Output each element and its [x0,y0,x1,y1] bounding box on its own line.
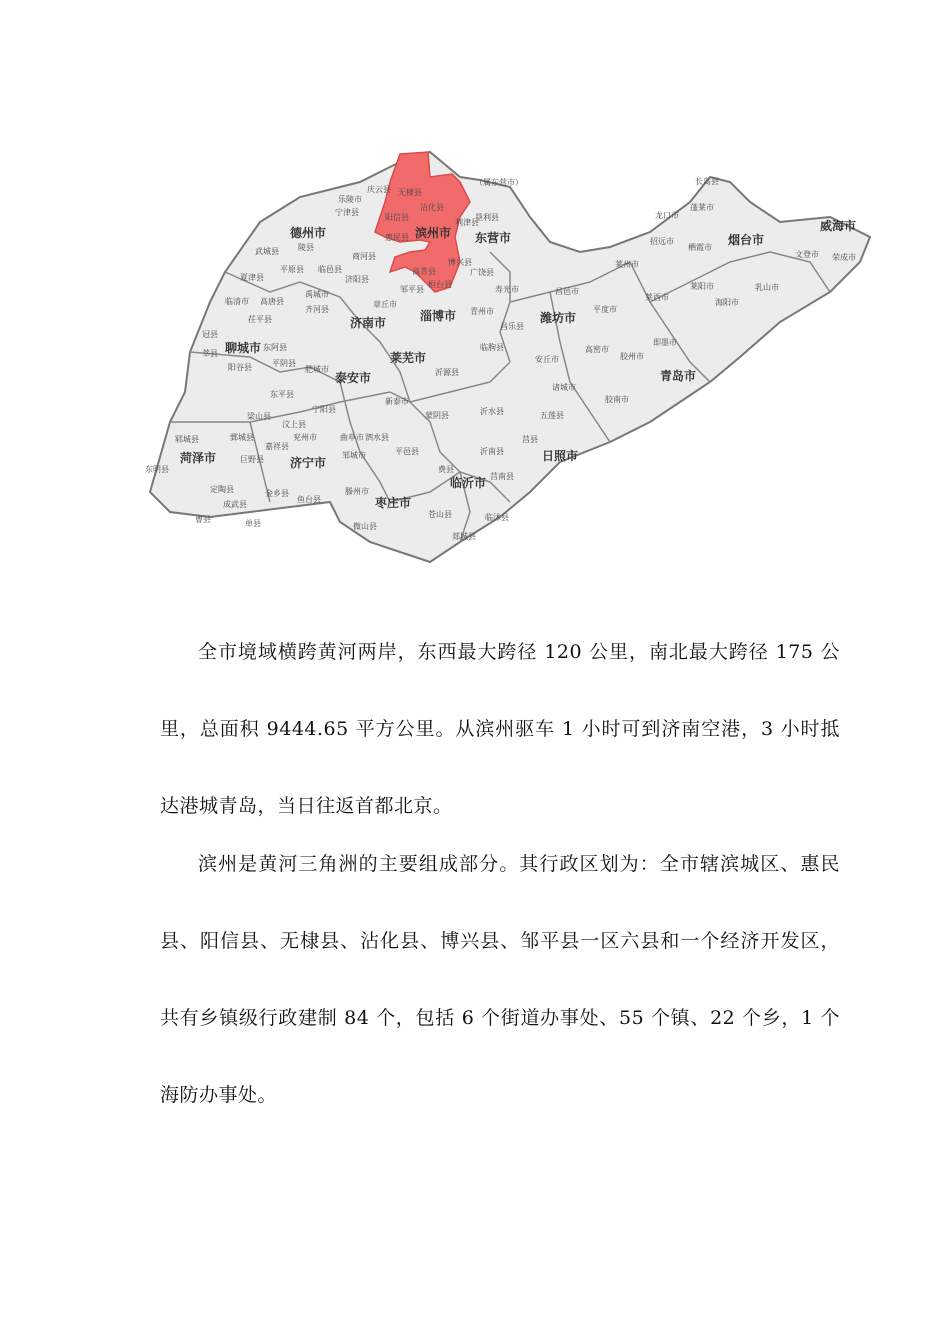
county-label: 临朐县 [480,343,504,352]
paragraph-1-text: 全市境域横跨黄河两岸，东西最大跨径 120 公里，南北最大跨径 175 公里，总面积 9444.65 平方公里。从滨州驱车 1 小时可到济南空港，3 小时抵达港城青岛，当日往返首都北京。 [160,641,840,817]
county-label: 阳信县 [385,213,409,222]
county-label: 莘县 [202,349,218,358]
province-outline [150,152,870,562]
city-label-dezhou: 德州市 [290,226,327,240]
county-label: 荣成市 [832,253,856,262]
county-label: 莱西市 [645,293,669,302]
county-label: 平度市 [593,305,617,314]
county-label: 庆云县 [367,185,391,194]
county-label: 安丘市 [535,355,559,364]
county-label: 文登市 [795,250,819,259]
county-label: 巨野县 [240,455,264,464]
county-label: 费县 [438,465,454,474]
county-label: 冠县 [202,330,218,339]
county-label: 昌乐县 [500,322,524,331]
city-label-rizhao: 日照市 [542,449,579,463]
county-label: （属东营市） [475,178,523,187]
county-label: 无棣县 [398,188,422,197]
county-label: 滕州市 [345,487,369,496]
county-label: 胶州市 [620,352,644,361]
county-label: 苍山县 [428,510,452,519]
county-label: 沾化县 [420,203,444,212]
county-label: 蓬莱市 [690,203,714,212]
county-label: 东平县 [270,390,294,399]
county-label: 青州市 [470,307,494,316]
city-label-taian: 泰安市 [335,371,372,385]
city-label-qingdao: 青岛市 [660,369,697,383]
county-label: 沂南县 [480,447,504,456]
county-label: 宁津县 [335,208,359,217]
county-label: 嘉祥县 [265,442,289,451]
county-label: 胶南市 [605,395,629,404]
county-label: 招远市 [650,237,674,246]
county-label: 高青县 [412,267,436,276]
county-label: 商河县 [352,252,376,261]
shandong-province-map [130,122,880,577]
county-label: 即墨市 [653,338,677,347]
county-label: 郯城县 [452,532,476,541]
county-label: 平阴县 [272,359,296,368]
county-label: 沂水县 [480,407,504,416]
county-label: 齐河县 [305,305,329,314]
county-label: 惠民县 [385,233,409,242]
county-label: 章丘市 [373,300,397,309]
county-label: 新泰市 [385,397,409,406]
county-label: 平原县 [280,265,304,274]
county-label: 曲阜市 [340,433,364,442]
county-label: 郓城县 [175,435,199,444]
county-label: 宁阳县 [312,405,336,414]
county-label: 陵县 [298,243,314,252]
county-label: 东明县 [145,465,169,474]
city-label-yantai: 烟台市 [728,233,765,247]
county-label: 桓台县 [428,280,452,289]
county-label: 曹县 [195,515,211,524]
county-label: 鄄城县 [230,433,254,442]
county-label: 莱阳市 [690,282,714,291]
county-label: 乳山市 [755,283,779,292]
county-label: 微山县 [353,522,377,531]
county-label: 莒县 [522,435,538,444]
county-label: 昌邑市 [555,287,579,296]
county-label: 诸城市 [552,383,576,392]
county-label: 莒南县 [490,472,514,481]
county-label: 金乡县 [265,489,289,498]
city-label-zibo: 淄博市 [420,309,457,323]
county-label: 平邑县 [395,447,419,456]
county-label: 高唐县 [260,297,284,306]
county-label: 茌平县 [248,315,272,324]
city-label-jining: 济宁市 [290,456,327,470]
county-label: 五莲县 [540,411,564,420]
county-label: 阳谷县 [228,363,252,372]
city-label-weihai: 威海市 [820,219,857,233]
county-label: 长岛县 [695,177,719,186]
city-label-binzhou: 滨州市 [415,226,452,240]
county-label: 汶上县 [282,420,306,429]
county-label: 梁山县 [247,412,271,421]
county-label: 临沭县 [485,513,509,522]
county-label: 邹平县 [400,285,424,294]
county-label: 高密市 [585,345,609,354]
county-label: 禹城市 [305,290,329,299]
paragraph-2-text: 滨州是黄河三角洲的主要组成部分。其行政区划为：全市辖滨城区、惠民县、阳信县、无棣县、沾化县、博兴县、邹平县一区六县和一个经济开发区，共有乡镇级行政建制 84 个，包括 6 个街道办事处、55 个镇、22 个乡，1 个海防办事处。 [160,853,840,1106]
paragraph-1 [160,614,840,845]
county-label: 博兴县 [448,258,472,267]
map-svg [130,122,880,577]
county-label: 肥城市 [305,365,329,374]
county-label: 临清市 [225,297,249,306]
county-label: 泗水县 [365,433,389,442]
county-label: 沂源县 [435,368,459,377]
city-label-jinan: 济南市 [350,316,387,330]
county-label: 莱州市 [615,260,639,269]
county-label: 蒙阴县 [425,411,449,420]
county-label: 东阿县 [263,343,287,352]
city-label-zaozhuang: 枣庄市 [375,496,412,510]
county-label: 临邑县 [318,265,342,274]
city-label-liaocheng: 聊城市 [225,341,262,355]
city-label-weifang: 潍坊市 [540,311,577,325]
county-label: 济阳县 [345,275,369,284]
city-label-laiwu: 莱芜市 [390,351,427,365]
county-label: 武城县 [255,247,279,256]
county-label: 龙口市 [655,211,679,220]
county-label: 寿光市 [495,285,519,294]
city-label-linyi: 临沂市 [450,476,487,490]
county-label: 兖州市 [293,433,317,442]
county-label: 垦利县 [475,213,499,222]
county-label: 利津县 [455,218,479,227]
county-label: 广饶县 [470,268,494,277]
city-label-heze: 菏泽市 [180,451,217,465]
county-label: 单县 [245,519,261,528]
county-label: 栖霞市 [688,243,712,252]
county-label: 海阳市 [715,298,739,307]
county-label: 定陶县 [210,485,234,494]
county-label: 邹城市 [342,451,366,460]
county-label: 夏津县 [240,273,264,282]
city-label-dongying: 东营市 [475,231,512,245]
county-label: 乐陵市 [338,195,362,204]
county-label: 鱼台县 [297,495,321,504]
paragraph-2 [160,826,840,1134]
county-label: 成武县 [223,500,247,509]
